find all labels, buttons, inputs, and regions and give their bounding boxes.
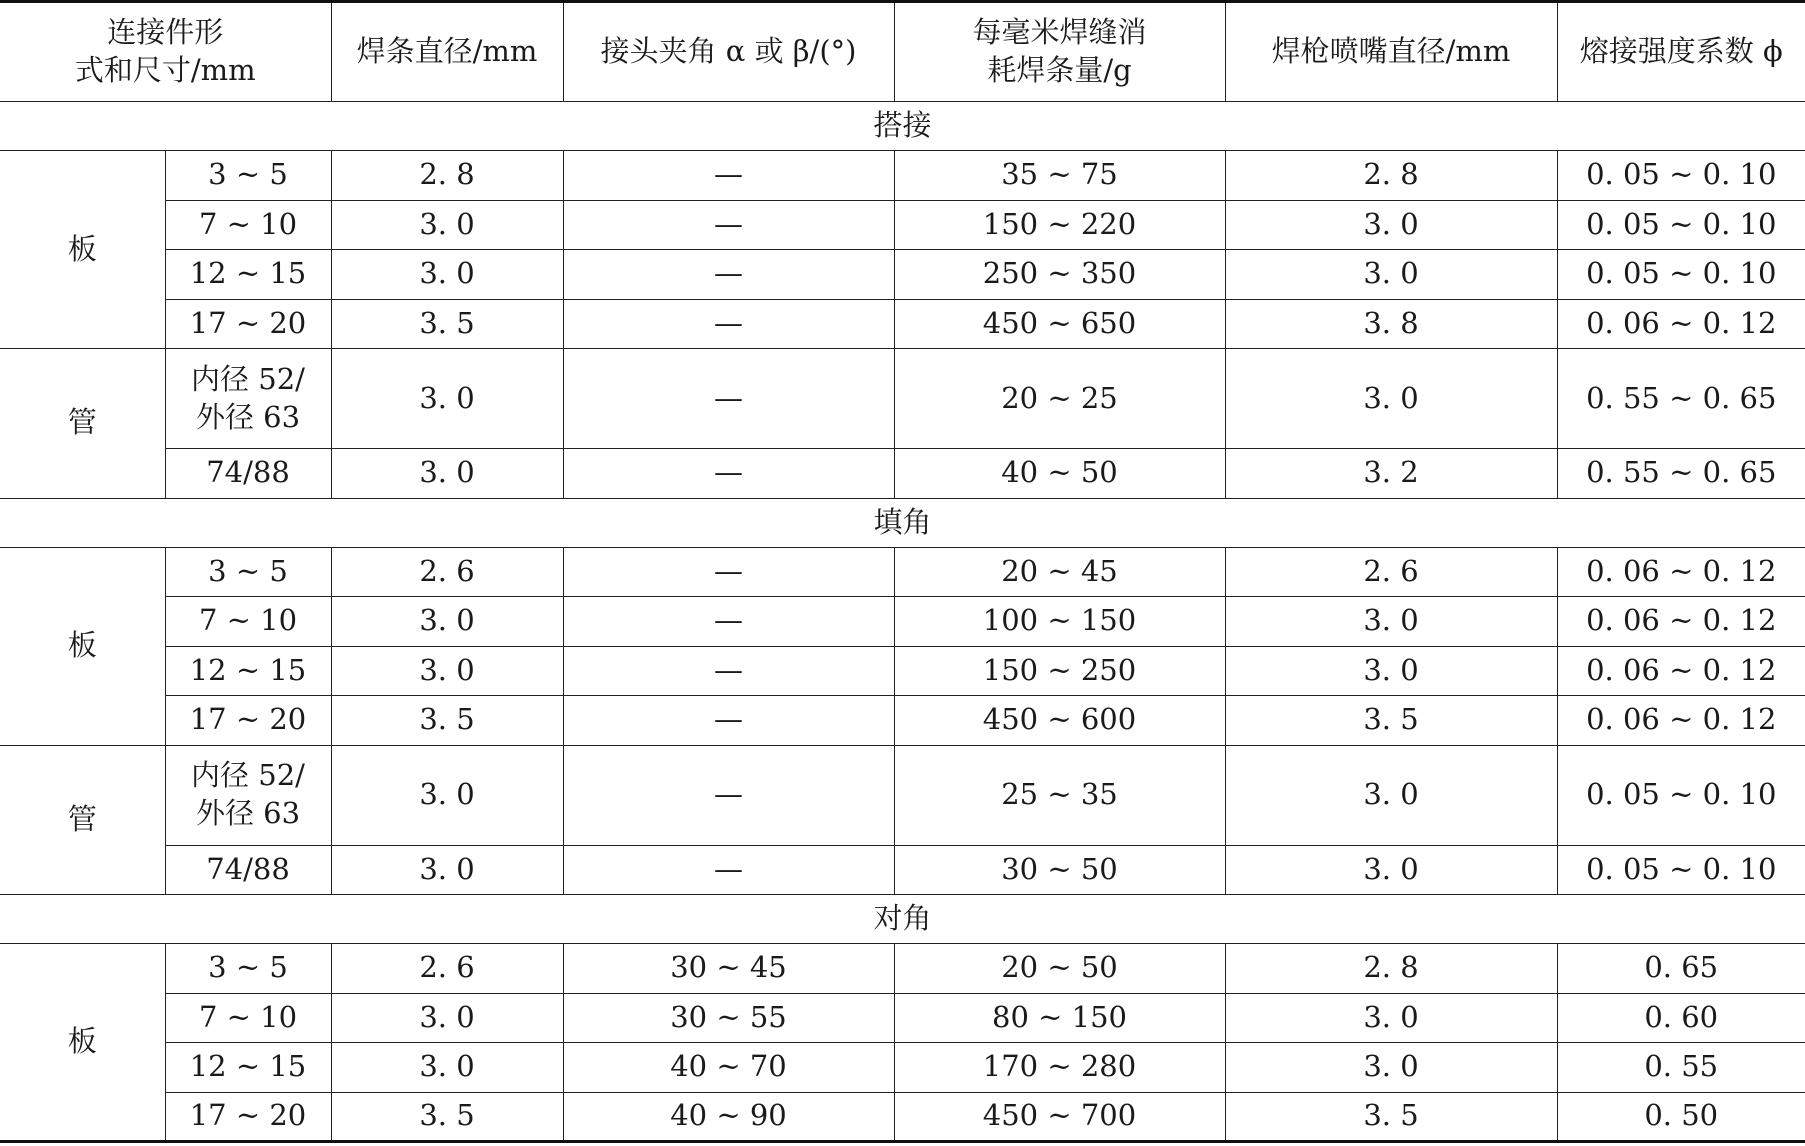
joint-angle-cell-text: — bbox=[714, 603, 743, 638]
joint-angle-cell bbox=[563, 250, 894, 300]
rod-diameter-cell bbox=[331, 597, 563, 647]
size-cell-text: 12 ~ 15 bbox=[189, 652, 307, 687]
strength-coefficient-cell-text: 0. 05 ~ 0. 10 bbox=[1586, 206, 1777, 241]
rod-diameter-cell bbox=[331, 250, 563, 300]
rod-diameter-cell bbox=[331, 151, 563, 201]
strength-coefficient-cell bbox=[1557, 993, 1805, 1043]
material-kind-cell: 管 bbox=[0, 745, 165, 895]
nozzle-diameter-cell-text: 3. 0 bbox=[1363, 652, 1419, 687]
header-rod-diameter: 焊条直径/mm bbox=[331, 2, 563, 102]
nozzle-diameter-cell bbox=[1225, 151, 1557, 201]
rod-diameter-cell bbox=[331, 944, 563, 994]
nozzle-diameter-cell-text: 3. 0 bbox=[1363, 777, 1419, 812]
size-cell bbox=[165, 299, 331, 349]
joint-angle-cell-text: — bbox=[714, 553, 743, 588]
header-strength-coefficient: 熔接强度系数 ϕ bbox=[1557, 2, 1805, 102]
consumption-cell-text: 35 ~ 75 bbox=[1001, 157, 1118, 192]
consumption-cell bbox=[894, 449, 1225, 499]
nozzle-diameter-cell bbox=[1225, 349, 1557, 449]
table-row bbox=[0, 349, 1805, 449]
joint-angle-cell-text: 40 ~ 90 bbox=[670, 1098, 787, 1133]
size-cell bbox=[165, 151, 331, 201]
size-cell-text: 12 ~ 15 bbox=[189, 1049, 307, 1084]
size-cell-text: 内径 52/ 外径 63 bbox=[191, 758, 305, 830]
size-cell-text: 17 ~ 20 bbox=[189, 702, 307, 737]
consumption-cell bbox=[894, 993, 1225, 1043]
table-row bbox=[0, 696, 1805, 746]
size-cell bbox=[165, 1092, 331, 1142]
joint-angle-cell-text: — bbox=[714, 702, 743, 737]
table-row bbox=[0, 1092, 1805, 1142]
rod-diameter-cell bbox=[331, 745, 563, 845]
joint-angle-cell bbox=[563, 944, 894, 994]
consumption-cell-text: 20 ~ 50 bbox=[1001, 950, 1118, 985]
consumption-cell-text: 25 ~ 35 bbox=[1001, 777, 1118, 812]
rod-diameter-cell-text: 2. 6 bbox=[419, 950, 475, 985]
consumption-cell-text: 250 ~ 350 bbox=[982, 256, 1137, 291]
strength-coefficient-cell bbox=[1557, 944, 1805, 994]
joint-angle-cell bbox=[563, 597, 894, 647]
consumption-cell-text: 450 ~ 650 bbox=[982, 305, 1137, 340]
rod-diameter-cell bbox=[331, 993, 563, 1043]
size-cell bbox=[165, 547, 331, 597]
joint-angle-cell-text: 30 ~ 45 bbox=[670, 950, 787, 985]
nozzle-diameter-cell-text: 2. 8 bbox=[1363, 950, 1419, 985]
size-cell bbox=[165, 200, 331, 250]
nozzle-diameter-cell bbox=[1225, 1043, 1557, 1093]
nozzle-diameter-cell-text: 3. 0 bbox=[1363, 851, 1419, 886]
rod-diameter-cell-text: 3. 0 bbox=[419, 256, 475, 291]
joint-angle-cell-text: — bbox=[714, 851, 743, 886]
strength-coefficient-cell-text: 0. 50 bbox=[1644, 1098, 1719, 1133]
strength-coefficient-cell-text: 0. 06 ~ 0. 12 bbox=[1586, 652, 1777, 687]
joint-angle-cell bbox=[563, 449, 894, 499]
header-row bbox=[0, 2, 1805, 102]
size-cell-text: 74/88 bbox=[206, 851, 290, 886]
joint-angle-cell bbox=[563, 696, 894, 746]
rod-diameter-cell-text: 3. 0 bbox=[419, 603, 475, 638]
nozzle-diameter-cell bbox=[1225, 299, 1557, 349]
size-cell-text: 3 ~ 5 bbox=[208, 950, 288, 985]
strength-coefficient-cell-text: 0. 05 ~ 0. 10 bbox=[1586, 777, 1777, 812]
strength-coefficient-cell bbox=[1557, 1043, 1805, 1093]
strength-coefficient-cell bbox=[1557, 299, 1805, 349]
joint-angle-cell-text: — bbox=[714, 206, 743, 241]
size-cell-text: 3 ~ 5 bbox=[208, 553, 288, 588]
nozzle-diameter-cell-text: 2. 6 bbox=[1363, 553, 1419, 588]
joint-angle-cell bbox=[563, 151, 894, 201]
rod-diameter-cell-text: 3. 5 bbox=[419, 1098, 475, 1133]
section-title: 搭接 bbox=[0, 102, 1805, 151]
joint-angle-cell-text: 30 ~ 55 bbox=[670, 999, 787, 1034]
material-kind-cell: 板 bbox=[0, 151, 165, 349]
nozzle-diameter-cell bbox=[1225, 200, 1557, 250]
consumption-cell bbox=[894, 646, 1225, 696]
strength-coefficient-cell-text: 0. 55 ~ 0. 65 bbox=[1586, 455, 1777, 490]
material-kind-cell: 板 bbox=[0, 547, 165, 745]
rod-diameter-cell bbox=[331, 349, 563, 449]
nozzle-diameter-cell-text: 3. 0 bbox=[1363, 380, 1419, 415]
table-row bbox=[0, 646, 1805, 696]
strength-coefficient-cell-text: 0. 06 ~ 0. 12 bbox=[1586, 553, 1777, 588]
consumption-cell bbox=[894, 696, 1225, 746]
nozzle-diameter-cell-text: 3. 5 bbox=[1363, 702, 1419, 737]
rod-diameter-cell-text: 3. 5 bbox=[419, 305, 475, 340]
consumption-cell-text: 150 ~ 250 bbox=[982, 652, 1137, 687]
consumption-cell bbox=[894, 1092, 1225, 1142]
rod-diameter-cell bbox=[331, 1043, 563, 1093]
rod-diameter-cell-text: 2. 6 bbox=[419, 553, 475, 588]
strength-coefficient-cell bbox=[1557, 200, 1805, 250]
consumption-cell bbox=[894, 1043, 1225, 1093]
section-title: 对角 bbox=[0, 895, 1805, 944]
size-cell bbox=[165, 696, 331, 746]
nozzle-diameter-cell-text: 3. 5 bbox=[1363, 1098, 1419, 1133]
size-cell bbox=[165, 250, 331, 300]
table-row bbox=[0, 845, 1805, 895]
table-row bbox=[0, 547, 1805, 597]
nozzle-diameter-cell bbox=[1225, 547, 1557, 597]
strength-coefficient-cell bbox=[1557, 449, 1805, 499]
table-row bbox=[0, 200, 1805, 250]
nozzle-diameter-cell bbox=[1225, 993, 1557, 1043]
rod-diameter-cell bbox=[331, 200, 563, 250]
strength-coefficient-cell-text: 0. 55 ~ 0. 65 bbox=[1586, 380, 1777, 415]
strength-coefficient-cell bbox=[1557, 349, 1805, 449]
strength-coefficient-cell bbox=[1557, 1092, 1805, 1142]
strength-coefficient-cell-text: 0. 05 ~ 0. 10 bbox=[1586, 157, 1777, 192]
size-cell-text: 74/88 bbox=[206, 455, 290, 490]
strength-coefficient-cell-text: 0. 06 ~ 0. 12 bbox=[1586, 305, 1777, 340]
table-body bbox=[0, 102, 1805, 1142]
consumption-cell bbox=[894, 250, 1225, 300]
rod-diameter-cell bbox=[331, 1092, 563, 1142]
size-cell-text: 12 ~ 15 bbox=[189, 256, 307, 291]
size-cell bbox=[165, 449, 331, 499]
consumption-cell-text: 170 ~ 280 bbox=[982, 1049, 1137, 1084]
nozzle-diameter-cell-text: 3. 0 bbox=[1363, 256, 1419, 291]
table-row bbox=[0, 745, 1805, 845]
nozzle-diameter-cell-text: 2. 8 bbox=[1363, 157, 1419, 192]
section-row bbox=[0, 498, 1805, 547]
rod-diameter-cell-text: 3. 0 bbox=[419, 851, 475, 886]
rod-diameter-cell bbox=[331, 696, 563, 746]
nozzle-diameter-cell bbox=[1225, 845, 1557, 895]
joint-angle-cell bbox=[563, 299, 894, 349]
size-cell-text: 17 ~ 20 bbox=[189, 305, 307, 340]
strength-coefficient-cell bbox=[1557, 151, 1805, 201]
joint-angle-cell-text: — bbox=[714, 652, 743, 687]
size-cell bbox=[165, 349, 331, 449]
joint-angle-cell bbox=[563, 993, 894, 1043]
joint-angle-cell bbox=[563, 646, 894, 696]
consumption-cell bbox=[894, 597, 1225, 647]
consumption-cell-text: 80 ~ 150 bbox=[992, 999, 1127, 1034]
joint-angle-cell-text: — bbox=[714, 455, 743, 490]
table-row bbox=[0, 1043, 1805, 1093]
nozzle-diameter-cell-text: 3. 8 bbox=[1363, 305, 1419, 340]
rod-diameter-cell-text: 3. 0 bbox=[419, 652, 475, 687]
section-row bbox=[0, 102, 1805, 151]
size-cell-text: 17 ~ 20 bbox=[189, 1098, 307, 1133]
rod-diameter-cell-text: 3. 5 bbox=[419, 702, 475, 737]
table-row bbox=[0, 993, 1805, 1043]
joint-angle-cell-text: — bbox=[714, 380, 743, 415]
table-row bbox=[0, 449, 1805, 499]
joint-angle-cell bbox=[563, 1043, 894, 1093]
rod-diameter-cell bbox=[331, 547, 563, 597]
consumption-cell bbox=[894, 745, 1225, 845]
strength-coefficient-cell-text: 0. 60 bbox=[1644, 999, 1719, 1034]
nozzle-diameter-cell-text: 3. 0 bbox=[1363, 999, 1419, 1034]
rod-diameter-cell bbox=[331, 299, 563, 349]
nozzle-diameter-cell bbox=[1225, 696, 1557, 746]
table-row bbox=[0, 151, 1805, 201]
consumption-cell-text: 150 ~ 220 bbox=[982, 206, 1137, 241]
rod-diameter-cell bbox=[331, 845, 563, 895]
strength-coefficient-cell bbox=[1557, 845, 1805, 895]
nozzle-diameter-cell bbox=[1225, 944, 1557, 994]
strength-coefficient-cell-text: 0. 05 ~ 0. 10 bbox=[1586, 256, 1777, 291]
consumption-cell-text: 100 ~ 150 bbox=[982, 603, 1137, 638]
consumption-cell bbox=[894, 349, 1225, 449]
strength-coefficient-cell bbox=[1557, 250, 1805, 300]
rod-diameter-cell-text: 3. 0 bbox=[419, 999, 475, 1034]
joint-angle-cell bbox=[563, 200, 894, 250]
consumption-cell bbox=[894, 547, 1225, 597]
strength-coefficient-cell-text: 0. 06 ~ 0. 12 bbox=[1586, 603, 1777, 638]
rod-diameter-cell-text: 3. 0 bbox=[419, 455, 475, 490]
size-cell bbox=[165, 646, 331, 696]
consumption-cell bbox=[894, 151, 1225, 201]
consumption-cell bbox=[894, 200, 1225, 250]
joint-angle-cell-text: — bbox=[714, 777, 743, 812]
joint-angle-cell-text: — bbox=[714, 157, 743, 192]
strength-coefficient-cell bbox=[1557, 547, 1805, 597]
material-kind-cell: 板 bbox=[0, 944, 165, 1142]
header-nozzle-diameter: 焊枪喷嘴直径/mm bbox=[1225, 2, 1557, 102]
rod-diameter-cell-text: 3. 0 bbox=[419, 1049, 475, 1084]
joint-angle-cell-text: — bbox=[714, 256, 743, 291]
strength-coefficient-cell bbox=[1557, 696, 1805, 746]
size-cell bbox=[165, 597, 331, 647]
material-kind-cell: 管 bbox=[0, 349, 165, 499]
nozzle-diameter-cell bbox=[1225, 250, 1557, 300]
joint-angle-cell bbox=[563, 1092, 894, 1142]
consumption-cell-text: 40 ~ 50 bbox=[1001, 455, 1118, 490]
size-cell bbox=[165, 944, 331, 994]
rod-diameter-cell-text: 2. 8 bbox=[419, 157, 475, 192]
header-joint-angle: 接头夹角 α 或 β/(°) bbox=[563, 2, 894, 102]
size-cell bbox=[165, 745, 331, 845]
header-consumption: 每毫米焊缝消 耗焊条量/g bbox=[894, 2, 1225, 102]
consumption-cell-text: 20 ~ 25 bbox=[1001, 380, 1118, 415]
joint-angle-cell bbox=[563, 845, 894, 895]
strength-coefficient-cell-text: 0. 06 ~ 0. 12 bbox=[1586, 702, 1777, 737]
rod-diameter-cell bbox=[331, 449, 563, 499]
rod-diameter-cell-text: 3. 0 bbox=[419, 380, 475, 415]
nozzle-diameter-cell-text: 3. 0 bbox=[1363, 1049, 1419, 1084]
joint-angle-cell-text: 40 ~ 70 bbox=[670, 1049, 787, 1084]
header-joint-form: 连接件形 式和尺寸/mm bbox=[0, 2, 331, 102]
consumption-cell bbox=[894, 845, 1225, 895]
joint-angle-cell bbox=[563, 745, 894, 845]
strength-coefficient-cell-text: 0. 05 ~ 0. 10 bbox=[1586, 851, 1777, 886]
section-title: 填角 bbox=[0, 498, 1805, 547]
nozzle-diameter-cell bbox=[1225, 745, 1557, 845]
rod-diameter-cell-text: 3. 0 bbox=[419, 777, 475, 812]
joint-angle-cell bbox=[563, 547, 894, 597]
size-cell-text: 3 ~ 5 bbox=[208, 157, 288, 192]
size-cell-text: 7 ~ 10 bbox=[198, 206, 298, 241]
joint-angle-cell-text: — bbox=[714, 305, 743, 340]
section-row bbox=[0, 895, 1805, 944]
strength-coefficient-cell-text: 0. 65 bbox=[1644, 950, 1719, 985]
consumption-cell bbox=[894, 299, 1225, 349]
table-row bbox=[0, 597, 1805, 647]
size-cell bbox=[165, 845, 331, 895]
consumption-cell-text: 20 ~ 45 bbox=[1001, 553, 1118, 588]
nozzle-diameter-cell-text: 3. 2 bbox=[1363, 455, 1419, 490]
strength-coefficient-cell bbox=[1557, 597, 1805, 647]
nozzle-diameter-cell bbox=[1225, 449, 1557, 499]
strength-coefficient-cell-text: 0. 55 bbox=[1644, 1049, 1719, 1084]
nozzle-diameter-cell bbox=[1225, 646, 1557, 696]
size-cell-text: 内径 52/ 外径 63 bbox=[191, 361, 305, 434]
table-row bbox=[0, 944, 1805, 994]
joint-angle-cell bbox=[563, 349, 894, 449]
nozzle-diameter-cell bbox=[1225, 1092, 1557, 1142]
rod-diameter-cell-text: 3. 0 bbox=[419, 206, 475, 241]
nozzle-diameter-cell-text: 3. 0 bbox=[1363, 206, 1419, 241]
size-cell-text: 7 ~ 10 bbox=[198, 999, 298, 1034]
strength-coefficient-cell bbox=[1557, 745, 1805, 845]
size-cell bbox=[165, 993, 331, 1043]
consumption-cell-text: 30 ~ 50 bbox=[1001, 851, 1118, 886]
nozzle-diameter-cell bbox=[1225, 597, 1557, 647]
consumption-cell bbox=[894, 944, 1225, 994]
size-cell bbox=[165, 1043, 331, 1093]
rod-diameter-cell bbox=[331, 646, 563, 696]
table-row bbox=[0, 299, 1805, 349]
consumption-cell-text: 450 ~ 600 bbox=[982, 702, 1137, 737]
table-row bbox=[0, 250, 1805, 300]
strength-coefficient-cell bbox=[1557, 646, 1805, 696]
consumption-cell-text: 450 ~ 700 bbox=[982, 1098, 1137, 1133]
size-cell-text: 7 ~ 10 bbox=[198, 603, 298, 638]
nozzle-diameter-cell-text: 3. 0 bbox=[1363, 603, 1419, 638]
